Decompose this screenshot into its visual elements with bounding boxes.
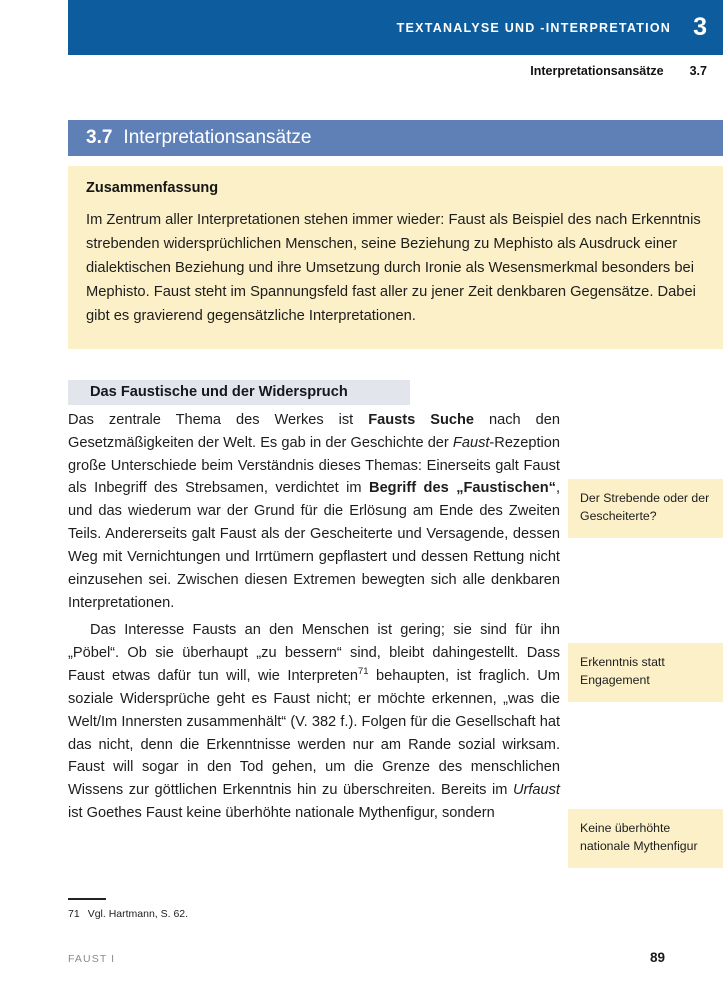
par1-text-2: nach den Gesetzmäßigkeiten der Welt. Es gab in der Geschichte der <box>68 412 560 451</box>
chapter-header-number: 3 <box>693 13 707 41</box>
footer-page-number: 89 <box>649 950 665 965</box>
body-column <box>68 380 560 825</box>
par1-bold-1: Fausts Suche <box>368 412 475 428</box>
footnote-number: 71 <box>68 907 80 920</box>
footnote-area <box>68 898 560 921</box>
body-paragraph-2 <box>68 619 560 824</box>
summary-title: Zusammenfassung <box>86 180 219 196</box>
section-title-bar <box>68 120 723 156</box>
par2-text-1: Das Interesse Fausts an den Menschen ist gering; sie sind für ihn „Pöbel“. Ob sie überhaupt „zu bessern“ sind, bleibt dahingestellt. Dass Faust etwas dafür tun will, wie Interpreten <box>68 622 560 685</box>
margin-note-3: Keine überhöhte nationale Mythenfigur <box>568 809 723 868</box>
margin-note-2: Erkenntnis statt Engagement <box>568 643 723 702</box>
footnote-entry <box>68 907 560 922</box>
section-title: Interpretationsansätze <box>123 127 312 148</box>
running-head <box>530 64 707 78</box>
running-head-section-number: 3.7 <box>689 64 707 78</box>
margin-note-1: Der Strebende oder der Gescheiterte? <box>568 479 723 538</box>
summary-text: Im Zentrum aller Interpretationen stehen immer wieder: Faust als Beispiel des nach Erkenntnis strebenden widersprüchlichen Menschen, seine Beziehung zu Mephisto als Ausdruck einer dialektischen Beziehung und ihre Umsetzung durch Ironie als Wesensmerkmal besonders bei Mephisto. Faust steht im Spannungsfeld fast aller zu jener Zeit denkbaren Gegensätze. Dabei gibt es gravierend gegensätzliche Interpretationen. <box>86 212 701 324</box>
page-footer <box>68 950 665 965</box>
par2-italic-1: Urfaust <box>512 782 560 799</box>
par1-text-3: -Rezeption große Unterschiede beim Verständnis dieses Themas: Einerseits galt Faust als Inbegriff des Strebsamen, verdichtet im <box>68 434 560 497</box>
par1-italic-1: Faust <box>452 434 490 451</box>
footnote-divider <box>68 898 106 900</box>
par1-text-4: , und das wiederum war der Grund für die Erlösung am Ende des Zweiten Teils. Andererseits galt Faust als der Gescheiterte und Versagende, dessen Weg mit Vernichtungen und Irrtümern gepflastert und dessen Rettung nicht einzusehen sei. Zwischen diesen Extremen bewegten sich alle denkbaren Interpretationen. <box>68 480 561 611</box>
par1-bold-2: Begriff des „Faustischen“ <box>369 480 556 497</box>
body-paragraph-1 <box>68 409 560 614</box>
running-head-title: Interpretationsansätze <box>530 64 664 78</box>
chapter-header-title: TEXTANALYSE UND -INTERPRETATION <box>396 20 672 35</box>
summary-box <box>68 166 723 349</box>
par2-text-3: ist Goethes Faust keine überhöhte nationale Mythenfigur, sondern <box>68 805 495 822</box>
section-number: 3.7 <box>86 127 113 148</box>
par2-text-2: behaupten, ist fraglich. Um soziale Widersprüche geht es Faust nicht; er möchte erkennen, „was die Welt/Im Innersten zusammenhält“ (V. 382 f.). Folgen für die Gesellschaft hat das nicht, denn die Erkenntnisse werden nur am Rande sozial wirksam. Faust will sogar in den Tod gehen, um die Grenze des menschlichen Wissens zur göttlichen Erkenntnis hin zu überschreiten. Bereits im <box>68 668 560 799</box>
body-subheading: Das Faustische und der Widerspruch <box>68 380 410 405</box>
par1-text-1: Das zentrale Thema des Werkes ist <box>68 412 369 428</box>
footer-work-title: FAUST I <box>68 953 116 965</box>
chapter-header-bar <box>68 0 723 55</box>
footnote-text: Vgl. Hartmann, S. 62. <box>87 907 189 920</box>
footnote-marker-71[interactable]: 71 <box>357 666 369 678</box>
